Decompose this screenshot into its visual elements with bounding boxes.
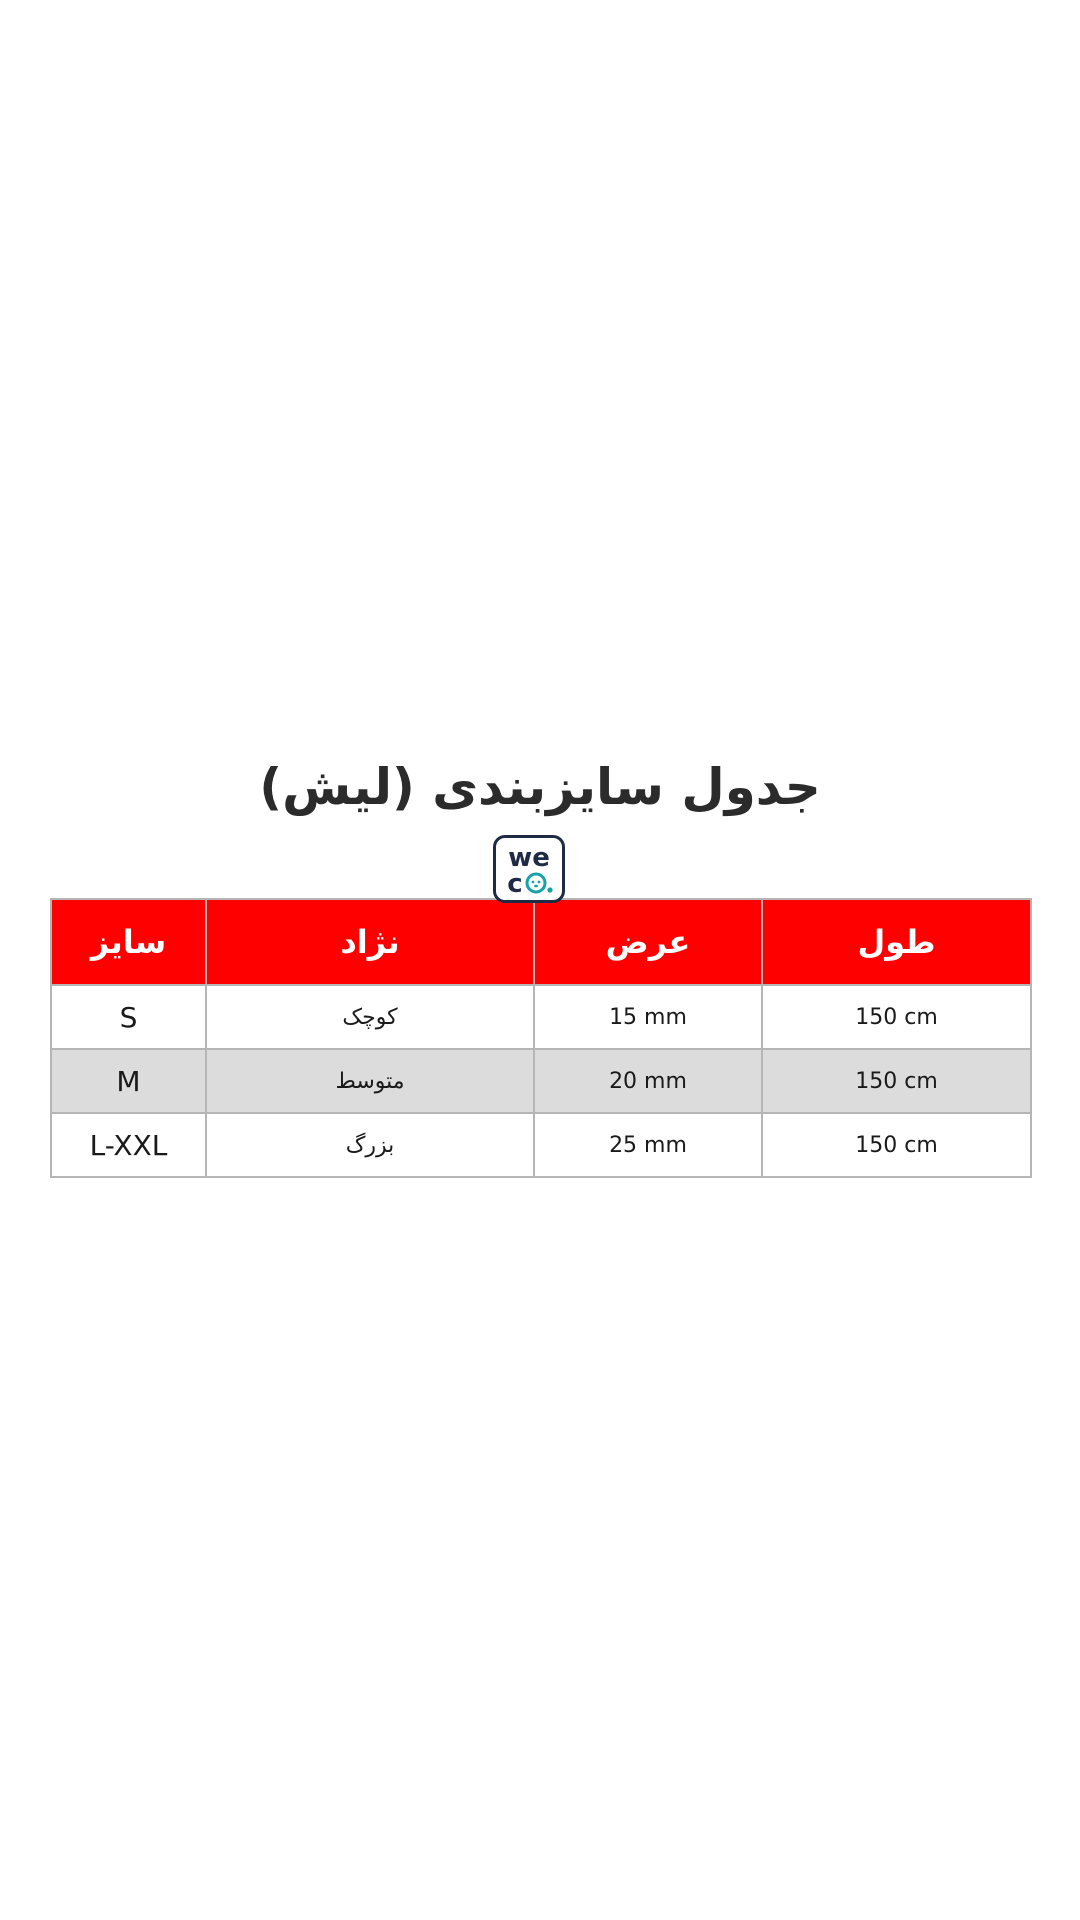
size-chart-table bbox=[50, 898, 1032, 1178]
cell-size: S bbox=[51, 985, 206, 1049]
table-row bbox=[51, 1049, 1031, 1113]
weco-logo-mark bbox=[496, 838, 562, 900]
cell-breed: کوچک bbox=[206, 985, 534, 1049]
cell-width: 20 mm bbox=[534, 1049, 762, 1113]
logo-text-top: we bbox=[508, 843, 550, 873]
svg-text:c: c bbox=[507, 869, 523, 899]
cell-width: 25 mm bbox=[534, 1113, 762, 1177]
header-breed: نژاد bbox=[206, 899, 534, 985]
table-row bbox=[51, 1113, 1031, 1177]
page-title: جدول سایزبندی (لیش) bbox=[259, 758, 821, 816]
cell-length: 150 cm bbox=[762, 1113, 1031, 1177]
cell-width: 15 mm bbox=[534, 985, 762, 1049]
header-width: عرض bbox=[534, 899, 762, 985]
cell-breed: بزرگ bbox=[206, 1113, 534, 1177]
table-header-row bbox=[51, 899, 1031, 985]
header-length: طول bbox=[762, 899, 1031, 985]
cell-size: L-XXL bbox=[51, 1113, 206, 1177]
cell-length: 150 cm bbox=[762, 985, 1031, 1049]
cell-size: M bbox=[51, 1049, 206, 1113]
cell-breed: متوسط bbox=[206, 1049, 534, 1113]
header-size: سایز bbox=[51, 899, 206, 985]
dog-face-icon bbox=[527, 874, 545, 892]
weco-logo bbox=[493, 835, 565, 903]
cell-length: 150 cm bbox=[762, 1049, 1031, 1113]
table-row bbox=[51, 985, 1031, 1049]
